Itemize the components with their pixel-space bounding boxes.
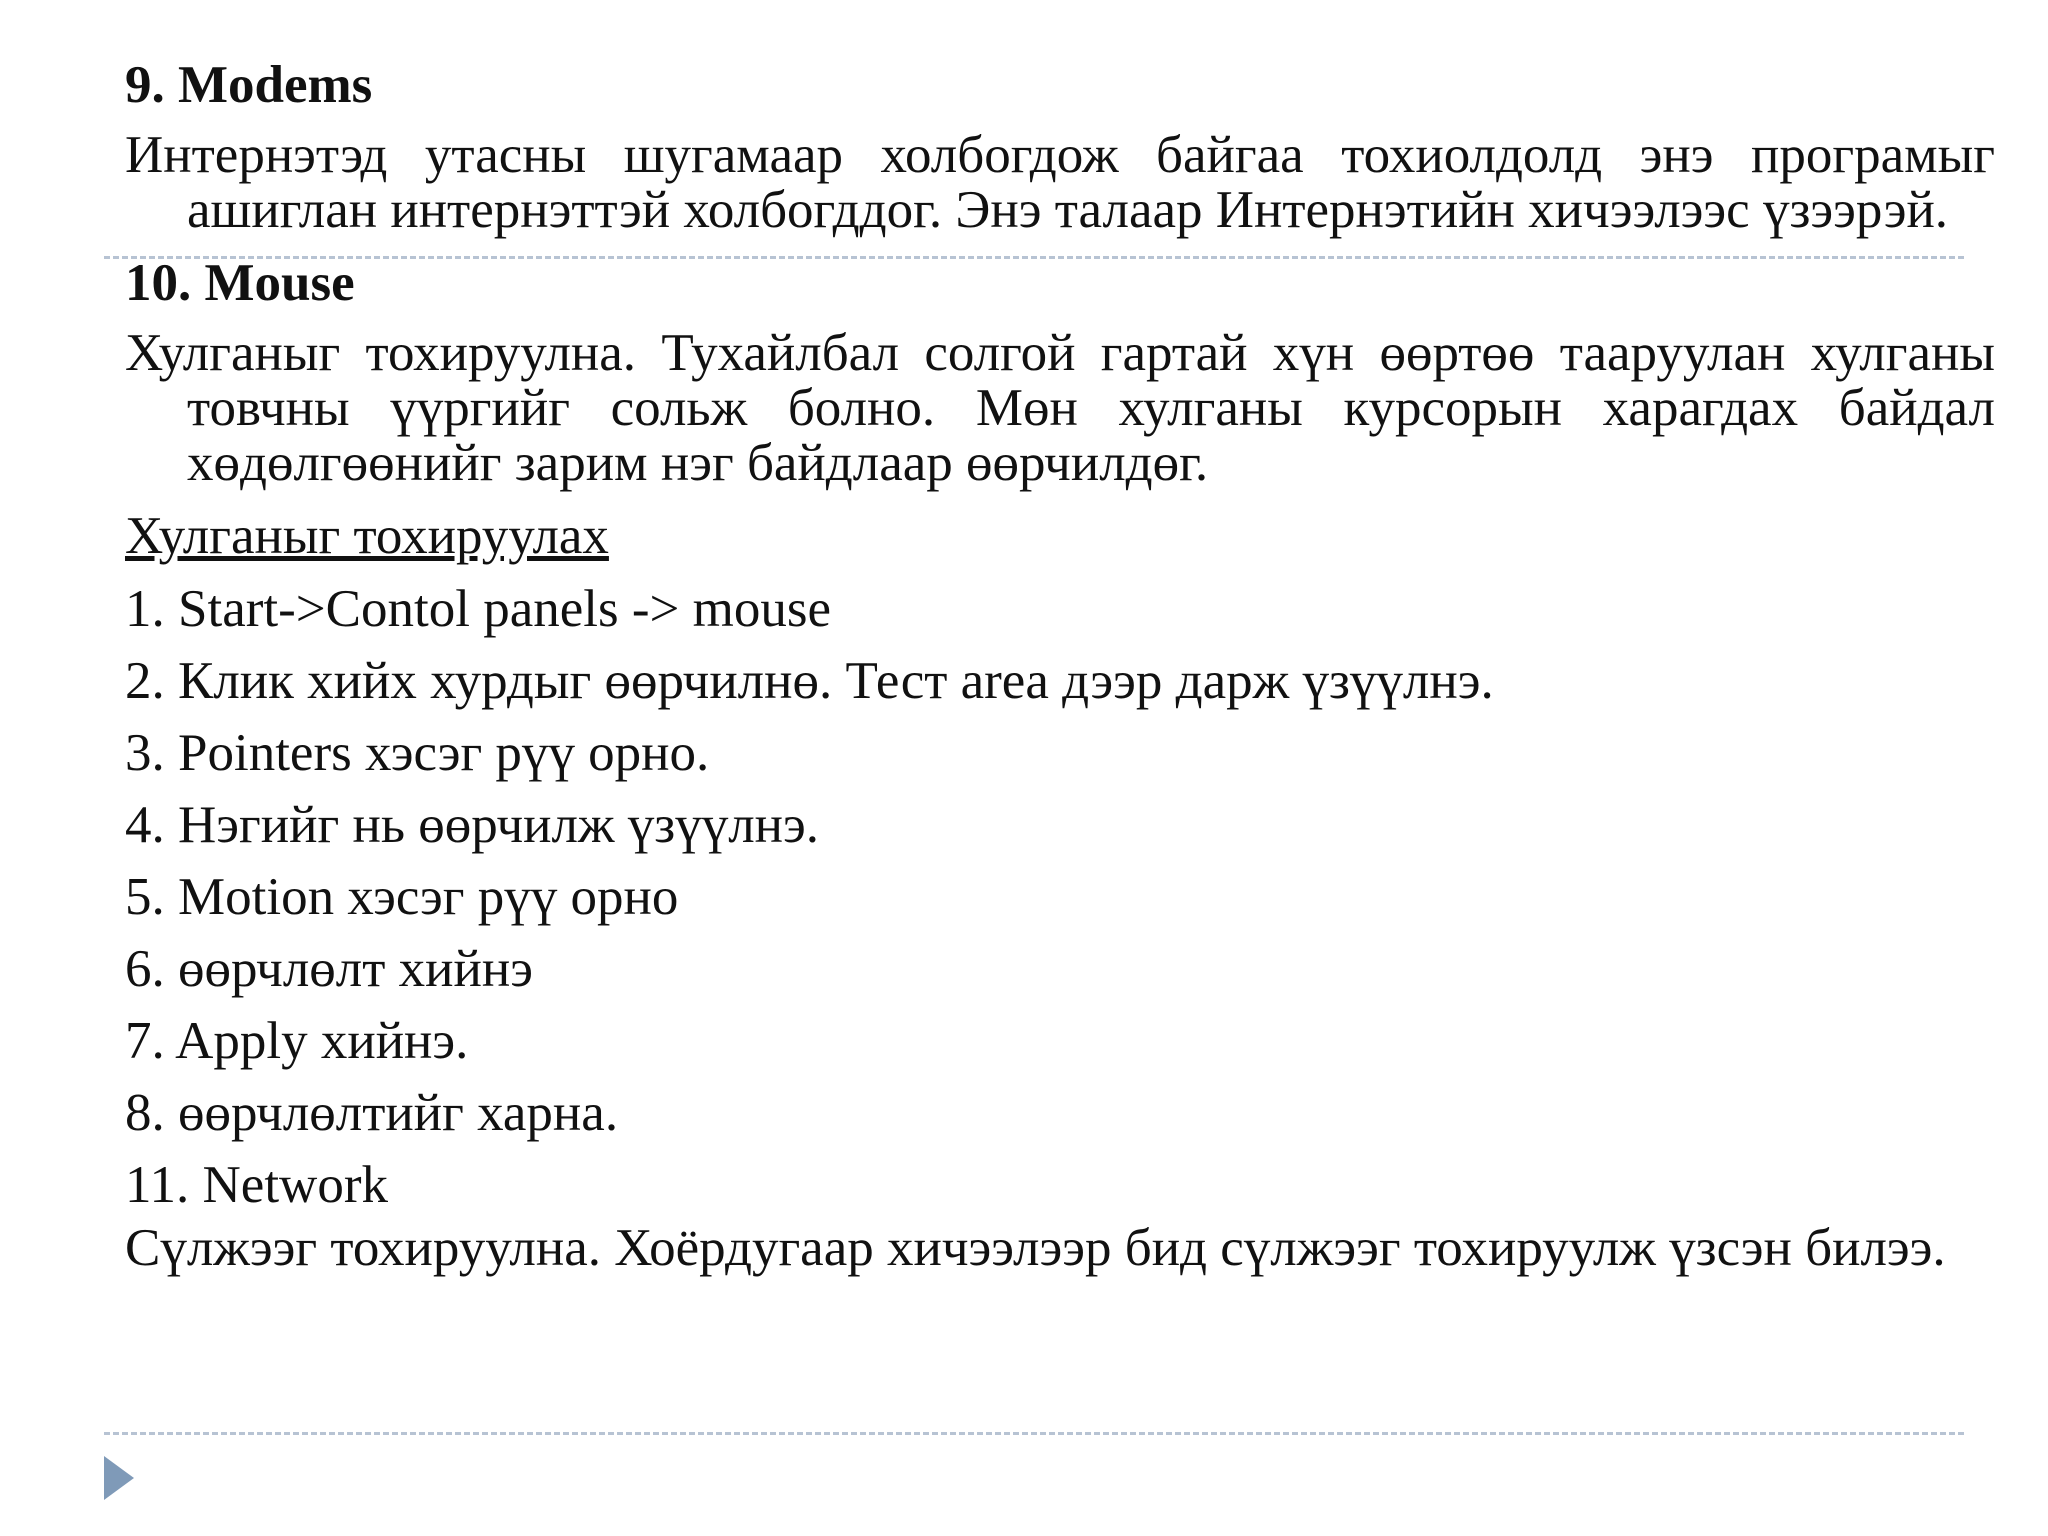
network-heading: 11. Network [125, 1156, 388, 1214]
play-triangle-icon [104, 1456, 134, 1500]
list-item: 4. Нэгийг нь өөрчилж үзүүлнэ. [125, 796, 820, 854]
modems-heading: 9. Modems [125, 56, 373, 114]
list-item: 5. Motion хэсэг рүү орно [125, 868, 679, 926]
list-item: 1. Start->Contol panels -> mouse [125, 580, 832, 638]
list-item: 3. Pointers хэсэг рүү орно. [125, 724, 710, 782]
divider-line-bottom [104, 1432, 1964, 1435]
list-item: 8. өөрчлөлтийг харна. [125, 1084, 619, 1142]
mouse-steps-list [125, 573, 1995, 1149]
list-item: 6. өөрчлөлт хийнэ [125, 940, 533, 998]
list-item: 7. Apply хийнэ. [125, 1012, 469, 1070]
modems-paragraph: Интернэтэд утасны шугамаар холбогдож байгаа тохиолдолд энэ програмыг ашиглан интернэттэй холбогддог. Энэ талаар Интернэтийн хичээлээс үзээрэй. [125, 126, 1995, 239]
list-item: 2. Клик хийх хурдыг өөрчилнө. Тест area дээр дарж үзүүлнэ. [125, 652, 1494, 710]
mouse-setup-subtitle: Хулганыг тохируулах [125, 507, 609, 565]
slide-content [125, 52, 1995, 1288]
mouse-heading: 10. Mouse [125, 254, 355, 312]
mouse-paragraph: Хулганыг тохируулна. Тухайлбал солгой гартай хүн өөртөө тааруулан хулганы товчны үүргийг сольж болно. Мөн хулганы курсорын харагдах байдал хөдөлгөөнийг зарим нэг байдлаар өөрчилдөг. [125, 324, 1995, 492]
network-paragraph: Сүлжээг тохируулна. Хоёрдугаар хичээлээр бид сүлжээг тохируулж үзсэн билээ. [125, 1219, 1946, 1277]
